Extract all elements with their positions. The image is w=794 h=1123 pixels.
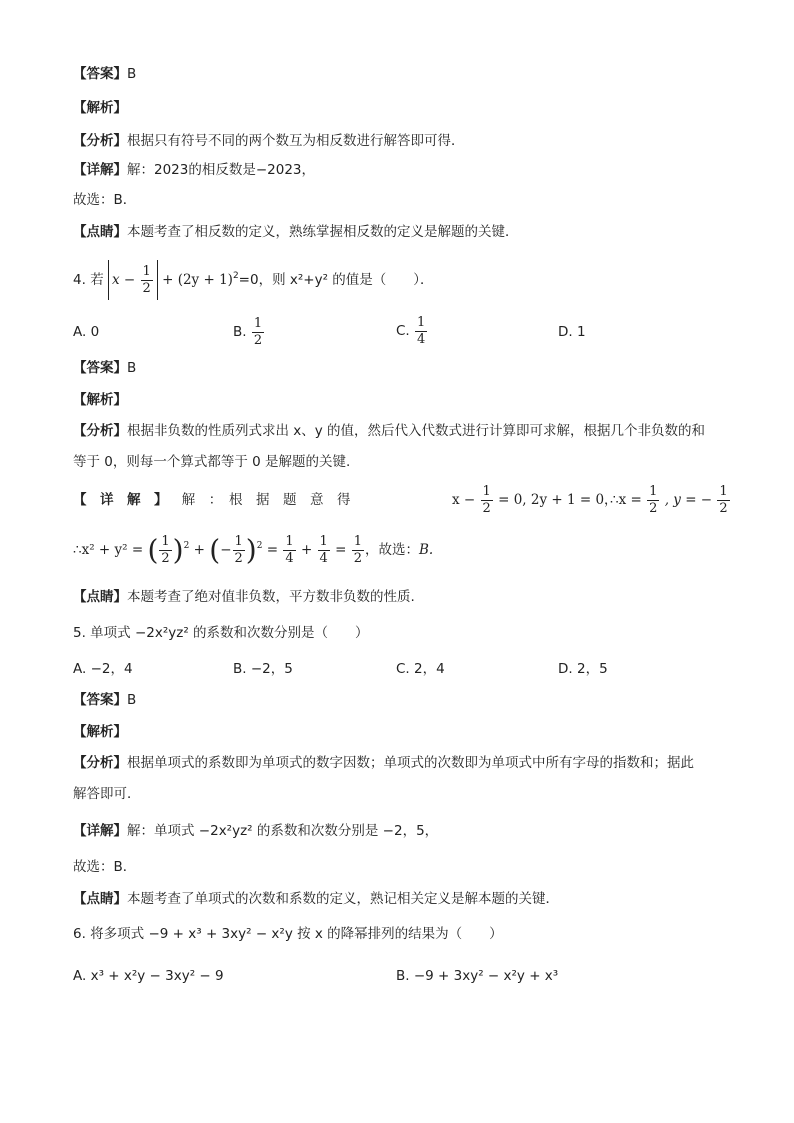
q4-eq1: x − $\frac{1}{2}$ = 0, 2y + 1 = 0， [452,484,618,516]
q4-xiangjie: 【 详 解 】 解 ： 根 据 题 意 得 [73,492,351,508]
q4-fenxi-line2: 等于 0，则每一个算式都等于 0 是解题的关键. [73,454,351,470]
q4-option-a: A. 0 [73,324,100,340]
q4-answer: 【答案】B [73,360,137,376]
q5-fenxi-line1: 【分析】根据单项式的系数即为单项式的数字因数；单项式的次数即为单项式中所有字母的指数和；据此 [73,755,694,771]
q3-answer: 【答案】B [73,66,137,82]
q5-option-c: C. 2，4 [396,661,445,677]
q4-abs-expression: x − $\frac{1}{2}$ [108,260,158,300]
q5-fenxi-line2: 解答即可． [73,786,141,802]
q6-option-b: B. −9 + 3xy² − x²y + x³ [396,968,559,984]
q4-eq2: ∴x² + y² = ( $\frac{1}{2}$ )$^2$ + (− $\frac{1}{2}$ )$^2$ = $\frac{1}{4}$ + $\frac{1}{4}$ = $\frac{1}{2}$ ，故选：B. [73,533,434,567]
q5-dianjing: 【点睛】本题考查了单项式的次数和系数的定义，熟记相关定义是解本题的关键． [73,891,559,907]
q6-option-a: A. x³ + x²y − 3xy² − 9 [73,968,224,984]
q5-answer: 【答案】B [73,692,137,708]
q4-option-b: B. $\frac{1}{2}$ [233,315,263,348]
q4-option-d: D. 1 [558,324,586,340]
q3-fenxi: 【分析】根据只有符号不同的两个数互为相反数进行解答即可得． [73,133,465,149]
q4-dianjing: 【点睛】本题考查了绝对值非负数，平方数非负数的性质. [73,589,415,605]
q3-dianjing: 【点睛】本题考查了相反数的定义，熟练掌握相反数的定义是解题的关键． [73,224,519,240]
q4-option-c: C. $\frac{1}{4}$ [396,314,426,347]
q5-option-d: D. 2，5 [558,661,608,677]
q4-stem: 4. 若 x − $\frac{1}{2}$ + $(2y + 1)^2=0$，则 x²+y² 的值是（ ）． [73,258,434,302]
q3-xiangjie: 【详解】解：2023的相反数是−2023， [73,162,316,178]
q3-analysis-heading: 【解析】 [73,100,127,116]
q5-analysis-heading: 【解析】 [73,724,127,740]
q5-xiangjie: 【详解】解：单项式 −2x²yz² 的系数和次数分别是 −2，5， [73,823,439,839]
q4-analysis-heading: 【解析】 [73,392,127,408]
q4-fenxi-line1: 【分析】根据非负数的性质列式求出 x、y 的值，然后代入代数式进行计算即可求解，根据几个非负数的和 [73,423,706,439]
q6-stem: 6. 将多项式 −9 + x³ + 3xy² − x²y 按 x 的降幂排列的结果为（ ） [73,926,503,942]
q5-select: 故选：B． [73,859,137,875]
q5-option-b: B. −2，5 [233,661,293,677]
q5-stem: 5. 单项式 −2x²yz² 的系数和次数分别是（ ） [73,625,369,641]
q4-eq1-result: ∴x = $\frac{1}{2}$ , y = − $\frac{1}{2}$ [610,484,728,516]
q3-select: 故选：B． [73,192,137,208]
q5-option-a: A. −2，4 [73,661,133,677]
